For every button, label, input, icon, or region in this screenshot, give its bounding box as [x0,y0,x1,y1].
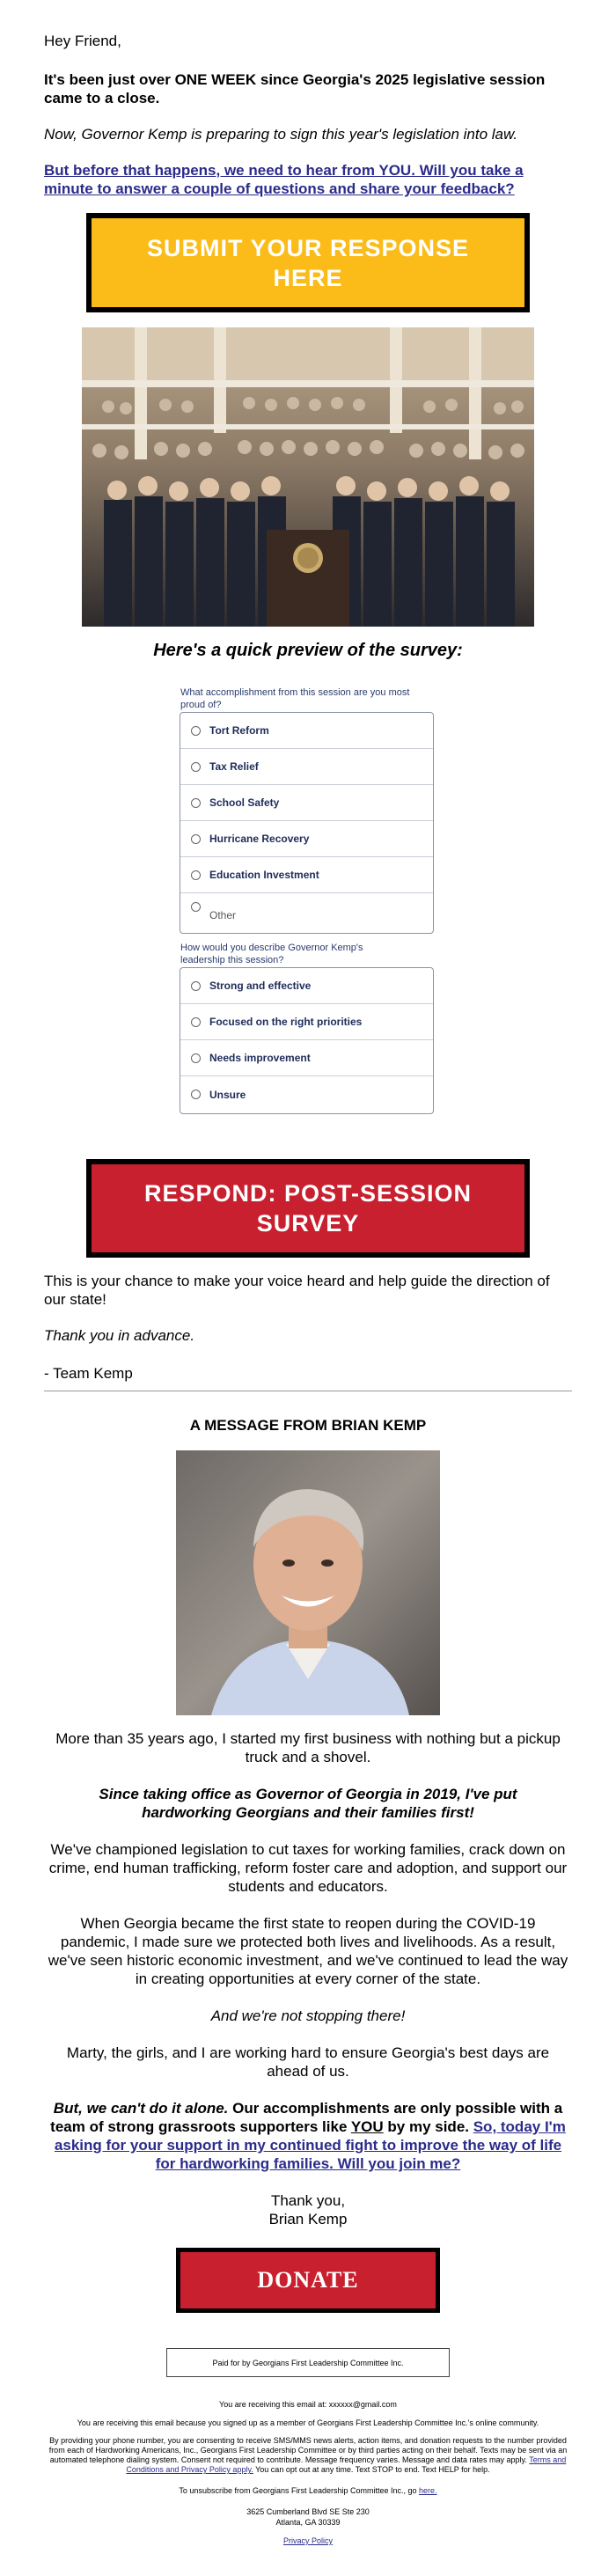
terms-link[interactable]: Terms and Conditions and Privacy Policy apply. [126,2455,567,2474]
receiving-reason: You are receiving this email because you signed up as a member of Georgians First Leadership Committee Inc.'s online community. [77,2418,539,2427]
survey-question-2: How would you describe Governor Kemp's leadership this session? [180,943,363,965]
greeting: Hey Friend, [44,33,121,49]
message-p5: And we're not stopping there! [210,2007,406,2024]
message-thanks: Thank you, [270,2192,346,2209]
intro-line: Now, Governor Kemp is preparing to sign this year's legislation into law. [44,126,518,143]
radio-icon [191,1017,201,1027]
submit-response-label: SUBMIT YOUR RESPONSE HERE [92,218,524,307]
message-p4: When Georgia became the first state to reopen during the COVID-19 pandemic, I made sure we protected both lives and livelihoods. As a result, we've seen historic economic investment, and we've continued to lead the way in creating opportunities at every corner of the state. [48,1915,568,1987]
radio-icon [191,762,201,772]
message-p3: We've championed legislation to cut taxes for working families, crack down on crime, end human trafficking, reform foster care and adoption, and support our students and educators. [48,1841,568,1895]
radio-icon [191,834,201,844]
paid-for-box: Paid for by Georgians First Leadership Committee Inc. [166,2348,450,2377]
support-link[interactable]: So, today I'm asking for your support in my continued fight to improve the way of life for hardworking families. Will you join me? [54,2118,566,2172]
message-p2: Since taking office as Governor of Georgia in 2019, I've put hardworking Georgians and their families first! [99,1786,517,1821]
sms-consent: By providing your phone number, you are consenting to receive SMS/MMS news alerts, action items, and donation requests to the number provided from each of Hardworking Americans, Inc., Georgians First Leadership Committee or by third parties acting on their behalf. Texts may be sent via an automated telephone dialing system. Consent not required to contribute. Message frequency varies. Message and data rates may apply. Terms and Conditions and Privacy Policy apply. You can opt out at any time. Text STOP to end. Text HELP for help. [48,2436,568,2474]
brian-kemp-portrait [176,1450,440,1715]
donate-button[interactable] [176,2248,440,2313]
survey-option[interactable]: Education Investment [180,857,433,893]
donate-label: DONATE [180,2252,436,2308]
survey-option[interactable]: Hurricane Recovery [180,821,433,857]
legislation-signing-photo [82,327,534,627]
survey-question-2-options [180,967,434,1114]
thank-you-line: Thank you in advance. [44,1327,195,1344]
radio-icon [191,1090,201,1099]
privacy-policy-link[interactable]: Privacy Policy [282,2536,333,2545]
submit-response-button[interactable] [86,213,530,312]
message-p7: But, we can't do it alone. Our accomplishments are only possible with a team of strong grassroots supporters like YOU by my side. So, today I'm asking for your support in my continued fight to improve the way of life for hardworking families. Will you join me? [50,2100,566,2172]
radio-icon [191,981,201,991]
radio-icon [191,1053,201,1063]
survey-option[interactable]: Unsure [180,1076,433,1112]
survey-option[interactable]: Tort Reform [180,713,433,749]
radio-icon [191,902,201,912]
message-signature: Brian Kemp [268,2211,348,2227]
message-heading: A MESSAGE FROM BRIAN KEMP [189,1417,427,1434]
survey-option[interactable]: School Safety [180,785,433,821]
unsubscribe-line: To unsubscribe from Georgians First Leadership Committee Inc., go here. [179,2486,437,2495]
survey-option[interactable]: Strong and effective [180,968,433,1004]
message-p6: Marty, the girls, and I are working hard to ensure Georgia's best days are ahead of us. [66,2044,550,2080]
respond-survey-button[interactable] [86,1159,530,1258]
survey-option-other[interactable]: Other [180,893,433,933]
intro-headline: It's been just over ONE WEEK since Georgia's 2025 legislative session came to a close. [44,71,546,106]
survey-question-1: What accomplishment from this session are you most proud of? [180,687,410,710]
message-p1: More than 35 years ago, I started my first business with nothing but a pickup truck and a shovel. [55,1730,561,1765]
respond-survey-label: RESPOND: POST-SESSION SURVEY [92,1164,524,1252]
survey-option[interactable]: Focused on the right priorities [180,1004,433,1040]
signature-team: - Team Kemp [44,1365,133,1382]
survey-option[interactable]: Tax Relief [180,749,433,785]
unsubscribe-link[interactable]: here. [419,2486,437,2495]
feedback-link[interactable]: But before that happens, we need to hear from YOU. Will you take a minute to answer a couple of questions and share your feedback? [44,162,524,197]
address-line-1: 3625 Cumberland Blvd SE Ste 230 [246,2507,370,2516]
survey-option[interactable]: Needs improvement [180,1040,433,1076]
radio-icon [191,798,201,808]
address-line-2: Atlanta, GA 30339 [275,2518,341,2527]
receiving-email-line: You are receiving this email at: xxxxxx@gmail.com [219,2400,397,2409]
radio-icon [191,870,201,880]
radio-icon [191,726,201,736]
survey-preview-heading: Here's a quick preview of the survey: [153,641,463,660]
survey-question-1-options [180,712,434,934]
closing-line: This is your chance to make your voice heard and help guide the direction of our state! [44,1273,550,1308]
